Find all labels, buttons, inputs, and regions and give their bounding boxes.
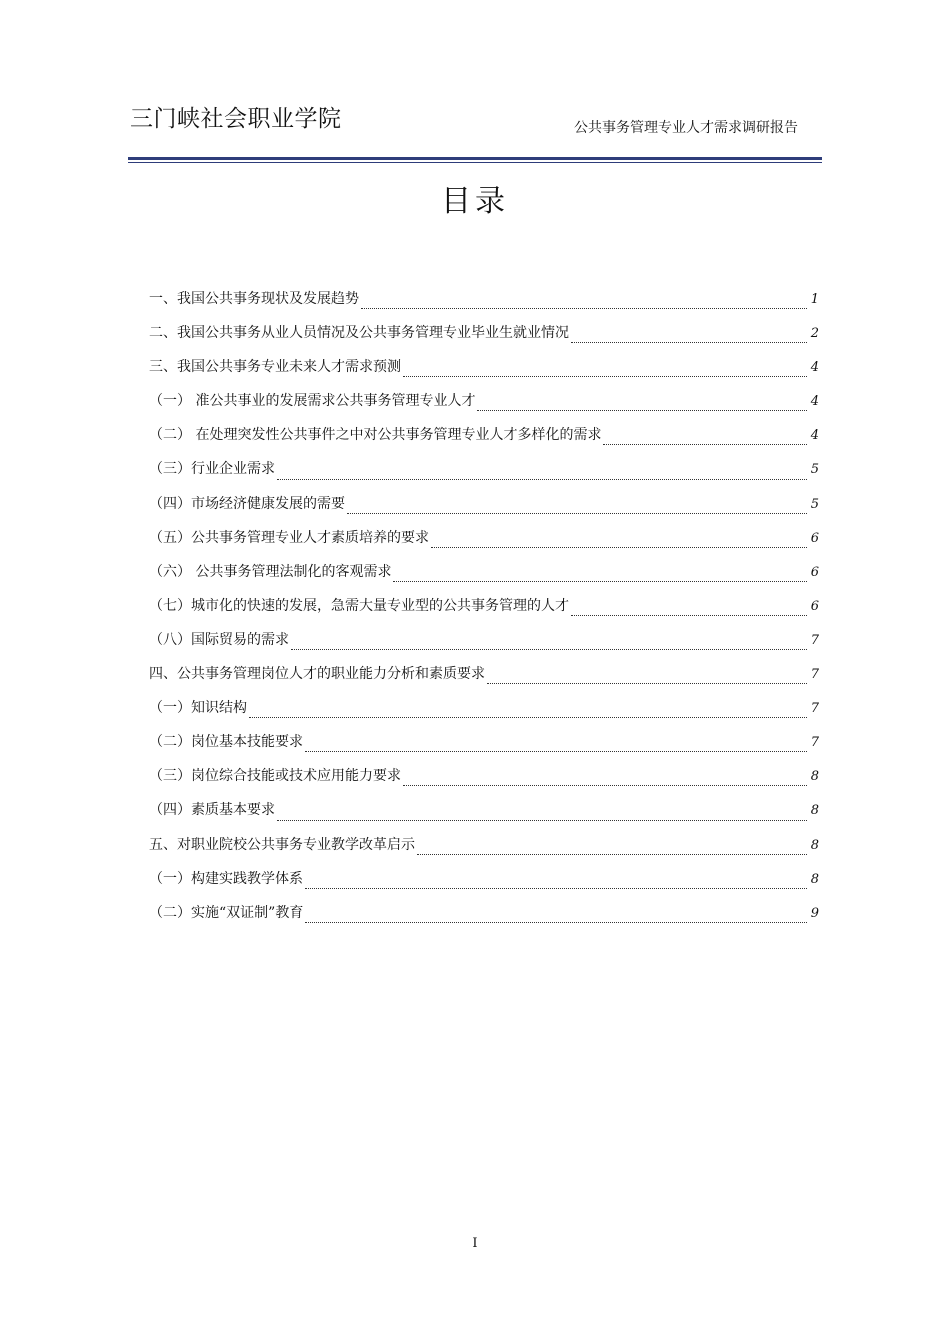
toc-leader-dots bbox=[571, 614, 807, 616]
toc-entry[interactable] bbox=[149, 323, 819, 357]
toc-entry-text: （一）知识结构 bbox=[149, 700, 247, 717]
toc-entry[interactable] bbox=[149, 562, 819, 596]
toc-entry-page: 4 bbox=[810, 428, 819, 444]
toc-entry-page: 7 bbox=[810, 735, 819, 751]
toc-entry-text: 一、我国公共事务现状及发展趋势 bbox=[149, 291, 359, 307]
toc-leader-dots bbox=[393, 580, 807, 582]
toc-entry-page: 8 bbox=[810, 837, 819, 853]
toc-entry[interactable] bbox=[149, 528, 819, 562]
toc-entry[interactable] bbox=[149, 425, 819, 459]
toc-entry-text: （七）城市化的快速的发展，急需大量专业型的公共事务管理的人才 bbox=[149, 597, 569, 614]
toc-entry[interactable] bbox=[149, 800, 819, 834]
toc-entry-text: （六） 公共事务管理法制化的客观需求 bbox=[149, 563, 392, 580]
toc-entry-page: 7 bbox=[810, 667, 819, 683]
toc-leader-dots bbox=[603, 443, 807, 445]
toc-entry[interactable] bbox=[149, 357, 819, 391]
toc-entry-text: 二、我国公共事务从业人员情况及公共事务管理专业毕业生就业情况 bbox=[149, 325, 569, 342]
report-title: 公共事务管理专业人才需求调研报告 bbox=[574, 120, 798, 136]
toc-entry-text: （二）岗位基本技能要求 bbox=[149, 734, 303, 751]
toc-entry[interactable] bbox=[149, 766, 819, 800]
toc-entry-page: 8 bbox=[810, 803, 819, 819]
toc-entry-page: 6 bbox=[810, 564, 819, 580]
toc-entry[interactable] bbox=[149, 869, 819, 903]
toc-leader-dots bbox=[431, 546, 807, 548]
toc-entry-text: 四、公共事务管理岗位人才的职业能力分析和素质要求 bbox=[149, 666, 485, 683]
toc-leader-dots bbox=[417, 853, 807, 855]
toc-leader-dots bbox=[305, 750, 807, 752]
toc-entry-page: 4 bbox=[810, 394, 819, 410]
toc-entry-text: （八）国际贸易的需求 bbox=[149, 631, 289, 648]
toc-leader-dots bbox=[277, 819, 807, 821]
toc-entry-text: （四）素质基本要求 bbox=[149, 802, 275, 819]
toc-leader-dots bbox=[361, 307, 807, 309]
toc-entry-page: 6 bbox=[810, 530, 819, 546]
toc-entry-text: 五、对职业院校公共事务专业教学改革启示 bbox=[149, 836, 415, 853]
toc-leader-dots bbox=[571, 341, 807, 343]
toc-entry[interactable] bbox=[149, 698, 819, 732]
toc-leader-dots bbox=[347, 512, 807, 514]
toc-entry[interactable] bbox=[149, 835, 819, 869]
toc-entry-page: 9 bbox=[810, 905, 819, 921]
toc-entry-text: （二） 在处理突发性公共事件之中对公共事务管理专业人才多样化的需求 bbox=[149, 427, 602, 444]
toc-entry-page: 5 bbox=[810, 496, 819, 512]
footer-page-number: I bbox=[472, 1236, 478, 1251]
header-rule-thin bbox=[128, 162, 822, 163]
header-rule-thick bbox=[128, 157, 822, 160]
toc-entry-page: 5 bbox=[810, 462, 819, 478]
toc-entry-text: （一） 准公共事业的发展需求公共事务管理专业人才 bbox=[149, 393, 476, 410]
toc-entry-text: （三）岗位综合技能或技术应用能力要求 bbox=[149, 768, 401, 785]
toc-entry[interactable] bbox=[149, 630, 819, 664]
toc-entry-text: 三、我国公共事务专业未来人才需求预测 bbox=[149, 359, 401, 376]
toc-leader-dots bbox=[305, 887, 807, 889]
toc-entry[interactable] bbox=[149, 494, 819, 528]
toc-entry-page: 4 bbox=[810, 360, 819, 376]
toc-entry-page: 1 bbox=[810, 292, 819, 307]
toc-leader-dots bbox=[249, 716, 807, 718]
toc-title: 目录 bbox=[441, 184, 509, 219]
toc-leader-dots bbox=[403, 784, 807, 786]
toc-entry-page: 6 bbox=[810, 598, 819, 614]
toc-entry-text: （一）构建实践教学体系 bbox=[149, 870, 303, 887]
toc-entry-page: 7 bbox=[810, 701, 819, 717]
toc-entry-page: 2 bbox=[810, 326, 819, 342]
toc-entry-page: 8 bbox=[810, 769, 819, 785]
toc-entry-page: 8 bbox=[810, 871, 819, 887]
toc-entry-text: （二）实施“双证制”教育 bbox=[149, 904, 304, 921]
toc-entry[interactable] bbox=[149, 732, 819, 766]
toc-entry[interactable] bbox=[149, 459, 819, 493]
toc-entry[interactable] bbox=[149, 289, 819, 323]
table-of-contents bbox=[149, 289, 819, 937]
toc-entry[interactable] bbox=[149, 664, 819, 698]
toc-leader-dots bbox=[277, 478, 807, 480]
toc-entry[interactable] bbox=[149, 903, 819, 937]
toc-leader-dots bbox=[403, 375, 807, 377]
toc-entry[interactable] bbox=[149, 391, 819, 425]
toc-leader-dots bbox=[487, 682, 807, 684]
toc-entry-text: （四）市场经济健康发展的需要 bbox=[149, 495, 345, 512]
school-name: 三门峡社会职业学院 bbox=[130, 106, 342, 132]
toc-leader-dots bbox=[477, 409, 807, 411]
toc-leader-dots bbox=[305, 921, 807, 923]
toc-entry-text: （三）行业企业需求 bbox=[149, 461, 275, 478]
toc-entry-page: 7 bbox=[810, 632, 819, 648]
toc-leader-dots bbox=[291, 648, 807, 650]
toc-entry[interactable] bbox=[149, 596, 819, 630]
toc-entry-text: （五）公共事务管理专业人才素质培养的要求 bbox=[149, 529, 429, 546]
